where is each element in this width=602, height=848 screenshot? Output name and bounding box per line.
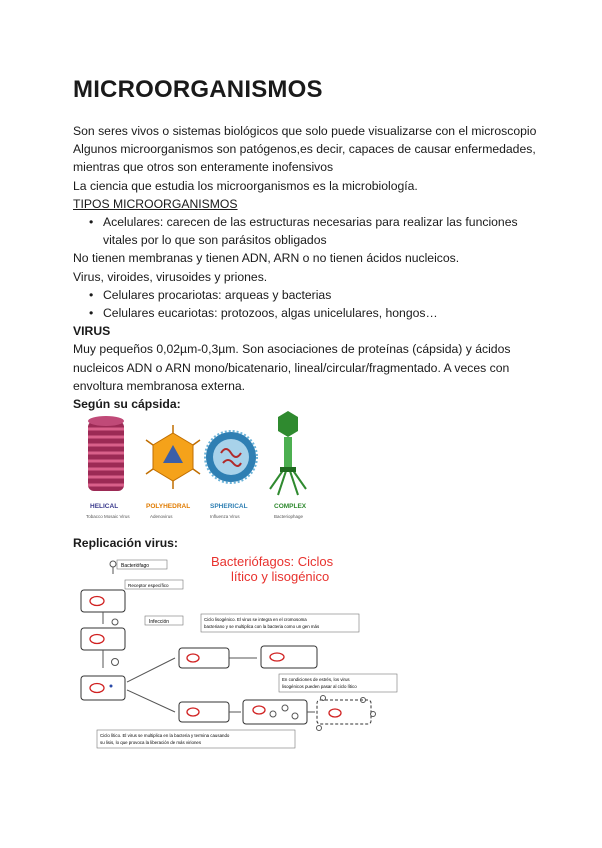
acellular-note: No tienen membranas y tienen ADN, ARN o no tienen ácidos nucleicos. — [73, 251, 460, 266]
replication-caption: Replicación virus: — [73, 536, 178, 550]
bacteriophage-label: Bacteriófago — [121, 563, 150, 569]
receptor-label: Receptor específico — [128, 583, 169, 588]
acellular-list — [73, 213, 543, 249]
intro-line: Son seres vivos o sistemas biológicos que solo puede visualizarse con el microscopio — [73, 124, 537, 138]
acellular-item — [103, 213, 543, 249]
cellular-item: • Celulares eucariotas: protozoos, algas unicelulares, hongos… — [103, 304, 543, 322]
acellular-note: Virus, viroides, virusoides y priones. — [73, 269, 268, 284]
conditions-caption-line-2: lisogénicos pueden pasar al ciclo lítico — [282, 684, 357, 689]
spherical-virus-image — [205, 431, 257, 483]
figure-title-line-1: Bacteriófagos: Ciclos — [211, 554, 334, 569]
acellular-line: Acelulares: carecen de las estructuras necesarias para realizar las funciones — [103, 215, 518, 230]
polyhedral-label: POLYHEDRAL — [146, 503, 191, 510]
complex-virus-image — [270, 411, 306, 495]
lysogenic-caption-line-2: bacteriano y se multiplica con la bacteria como un gen más — [204, 624, 320, 629]
polyhedral-example: Adenovirus — [150, 514, 173, 519]
conditions-caption-line-1: En condiciones de estrés, los virus — [282, 677, 350, 682]
virus-line: envoltura membranosa externa. — [73, 378, 246, 393]
acellular-line: vitales por lo que son parásitos obligados — [103, 233, 327, 248]
virus-heading: VIRUS — [73, 324, 111, 339]
cellular-item: • Celulares procariotas: arqueas y bacterias — [103, 286, 543, 304]
helical-virus-image — [88, 416, 124, 491]
lytic-caption-line-1: Ciclo lítico. El virus se multiplica en la bacteria y termina causando — [100, 733, 230, 738]
helical-example: Tobacco Mosaic Virus — [86, 514, 130, 519]
helical-label: HELICAL — [90, 503, 119, 510]
virus-line: nucleicos ADN o ARN mono/bicatenario, lineal/circular/fragmentado. A veces con — [73, 360, 510, 375]
virus-line: Muy pequeños 0,02µm-0,3µm. Son asociaciones de proteínas (cápsida) y ácidos — [73, 342, 511, 357]
capsid-types-figure — [78, 405, 326, 529]
capsid-caption: Según su cápsida: — [73, 397, 181, 412]
document-body — [73, 122, 543, 413]
types-heading: TIPOS MICROORGANISMOS — [73, 196, 238, 211]
spherical-example: Influenza Virus — [210, 514, 240, 519]
intro-line: Algunos microorganismos son patógenos,es decir, capaces de causar enfermedades, — [73, 142, 536, 157]
complex-example: Bacteriophage — [274, 514, 304, 519]
infection-label: Infección — [149, 619, 170, 625]
page-title: MICROORGANISMOS — [73, 76, 323, 103]
lytic-caption-line-2: su lisis, lo que provoca la liberación de más viriones — [100, 740, 202, 745]
replication-figure — [73, 550, 413, 750]
polyhedral-virus-image — [146, 425, 200, 489]
spherical-label: SPHERICAL — [210, 503, 248, 510]
complex-label: COMPLEX — [274, 503, 307, 510]
intro-line: mientras que otros son enteramente inofensivos — [73, 160, 334, 175]
lysogenic-caption-line-1: Ciclo lisogénico. El virus se integra en el cromosoma — [204, 617, 307, 622]
cellular-list — [73, 286, 543, 322]
figure-title-line-2: lítico y lisogénico — [231, 569, 330, 584]
phage-icon — [110, 561, 116, 574]
intro-line: La ciencia que estudia los microorganismos es la microbiología. — [73, 178, 418, 193]
